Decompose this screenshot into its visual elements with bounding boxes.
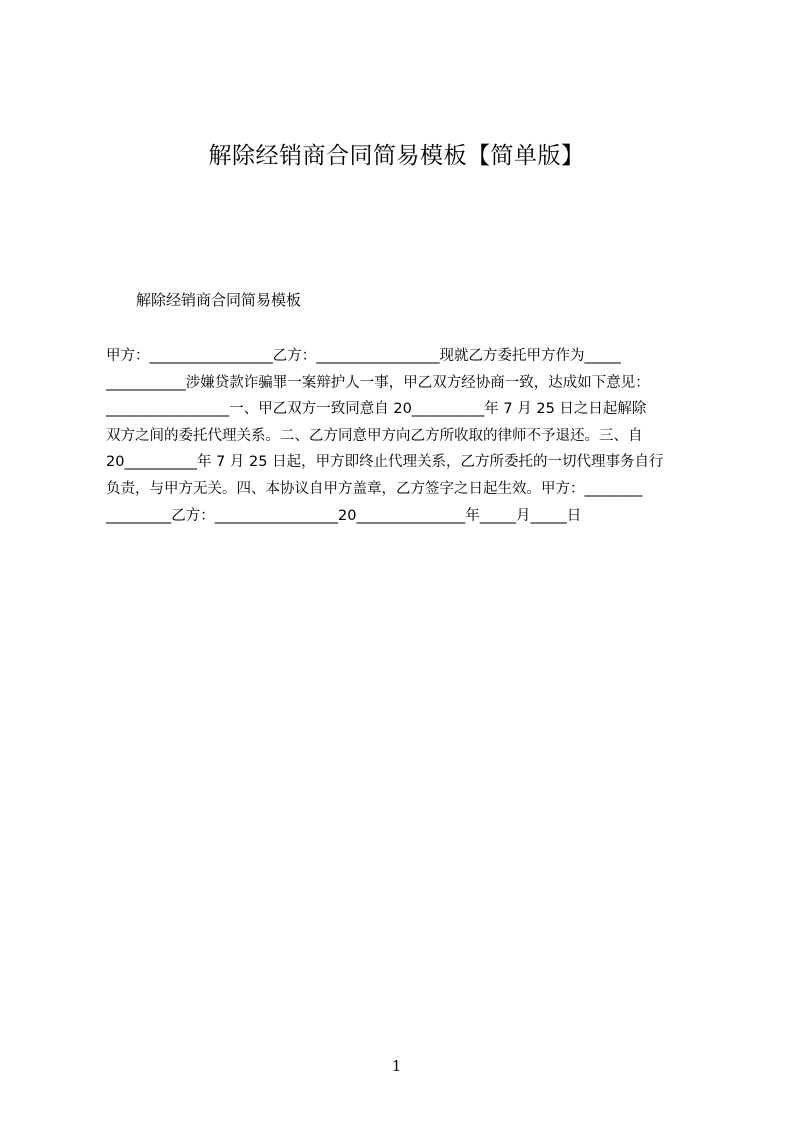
body-line: 负责，与甲方无关。四、本协议自甲方盖章，乙方签字之日起生效。甲方：________ (106, 480, 643, 497)
body-line: ___________涉嫌贷款诈骗罪一案辩护人一事，甲乙双方经协商一致，达成如下意见： (106, 374, 650, 391)
agreement-body (106, 343, 697, 529)
document-subtitle: 解除经销商合同简易模板 (136, 291, 302, 309)
page-number: 1 (391, 1057, 402, 1075)
body-line: 20__________年 7 月 25 日起，甲方即终止代理关系，乙方所委托的一切代理事务自行 (106, 454, 664, 471)
body-line: 甲方：_________________乙方：_________________现就乙方委托甲方作为_____ (106, 348, 621, 364)
body-line: 双方之间的委托代理关系。二、乙方同意甲方向乙方所收取的律师不予退还。三、自 (106, 427, 643, 444)
body-line: _________________一、甲乙双方一致同意自 20__________年 7 月 25 日之日起解除 (106, 401, 647, 418)
document-title: 解除经销商合同简易模板【简单版】 (208, 143, 585, 169)
body-line: _________乙方：_________________20_______________年_____月_____日 (106, 507, 582, 524)
